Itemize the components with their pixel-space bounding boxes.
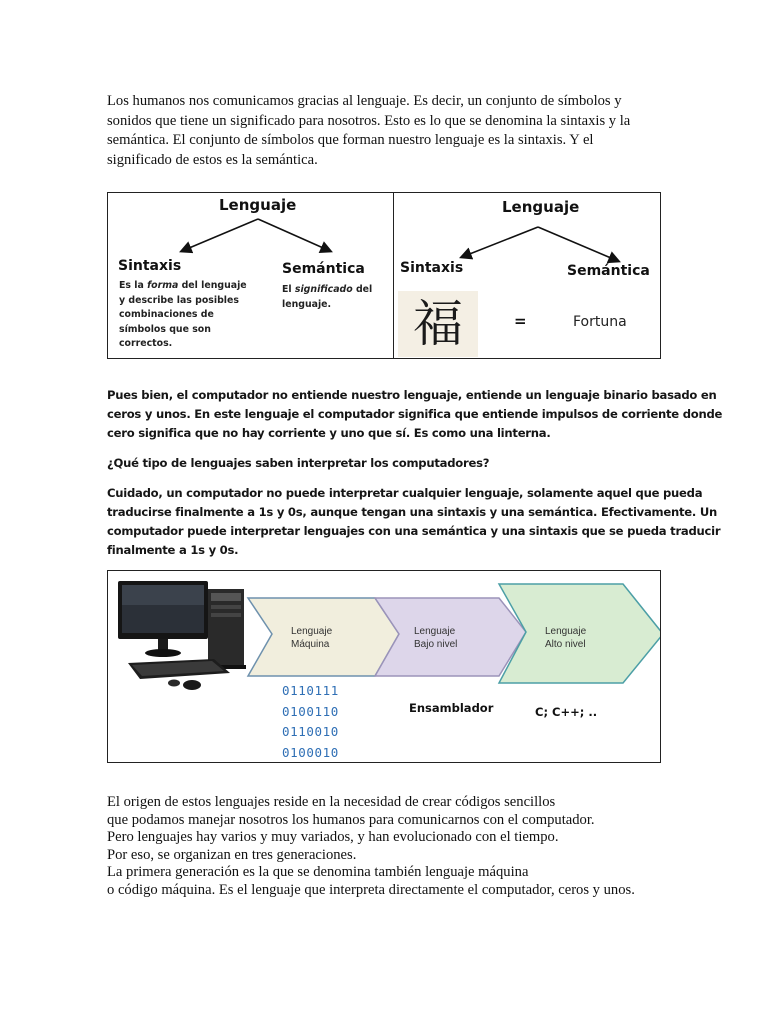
closing-paragraph <box>107 794 667 900</box>
paragraph-line: computador puede interpretar lenguajes con una semántica y una sintaxis que se pueda traducir <box>107 524 721 538</box>
paragraph-line: Pues bien, el computador no entiende nuestro lenguaje, entiende un lenguaje binario basado en <box>107 388 717 402</box>
closing-line: Por eso, se organizan en tres generaciones. <box>107 846 357 863</box>
level-label-line: Máquina <box>291 639 330 650</box>
right-semantica-label: Semántica <box>567 263 650 279</box>
emphasis-word: significado <box>294 284 353 295</box>
description-line: El significado del <box>282 284 373 295</box>
closing-line: El origen de estos lenguajes reside en la necesidad de crear códigos sencillos <box>107 794 556 810</box>
paragraph-line: cero significa que no hay corriente y uno que sí. Es como una linterna. <box>107 426 551 440</box>
left-branch-arrows <box>168 217 348 257</box>
description-line: combinaciones de <box>119 309 214 320</box>
question-text: ¿Qué tipo de lenguajes saben interpretar los computadores? <box>107 456 490 470</box>
binary-line: 0100010 <box>282 744 339 760</box>
right-lenguaje-title: Lenguaje <box>502 198 580 216</box>
description-line: lenguaje. <box>282 298 332 310</box>
intro-paragraph <box>107 92 667 170</box>
level-label-bajo-nivel <box>414 625 457 651</box>
chinese-character-image <box>398 291 478 357</box>
closing-line: o código máquina. Es el lenguaje que interpreta directamente el computador, ceros y unos. <box>107 881 635 898</box>
description-line: y describe las posibles <box>119 294 239 306</box>
description-line: correctos. <box>119 338 173 349</box>
level-label-line: Lenguaje <box>291 626 333 637</box>
paragraph-line: traducirse finalmente a 1s y 0s, aunque tengan una sintaxis y una semántica. Efectivamente. Un <box>107 505 718 519</box>
language-levels-diagram <box>107 570 661 763</box>
paragraph-line: Cuidado, un computador no puede interpretar cualquier lenguaje, solamente aquel que pueda <box>107 486 703 500</box>
level-label-alto-nivel <box>545 625 586 651</box>
equals-sign: = <box>514 312 527 330</box>
paragraph-line: finalmente a 1s y 0s. <box>107 543 239 557</box>
language-syntax-semantics-diagram <box>107 192 661 359</box>
intro-line: sonidos que tiene un significado para nosotros. Esto es lo que se denomina la sintaxis y la <box>107 112 631 129</box>
emphasis-word: forma <box>147 280 179 291</box>
sintaxis-description <box>119 279 247 352</box>
level-label-line: Lenguaje <box>545 626 587 637</box>
right-sintaxis-label: Sintaxis <box>400 260 464 276</box>
intro-line: semántica. El conjunto de símbolos que forman nuestro lenguaje es la sintaxis. Y el <box>107 132 594 148</box>
language-level-chevrons <box>108 571 661 763</box>
left-semantica-label: Semántica <box>282 261 365 277</box>
level-label-maquina <box>291 625 332 651</box>
right-branch-arrows <box>448 223 628 263</box>
interpretation-paragraph <box>107 484 721 560</box>
closing-line: Pero lenguajes hay varios y muy variados, y han evolucionado con el tiempo. <box>107 829 559 846</box>
diagram-divider <box>393 193 394 358</box>
binary-line: 0110010 <box>282 724 339 739</box>
paragraph-line: ceros y unos. En este lenguaje el computador significa que entiende impulsos de corriente donde <box>107 407 723 421</box>
intro-line: Los humanos nos comunicamos gracias al lenguaje. Es decir, un conjunto de símbolos y <box>107 93 622 109</box>
level-label-line: Bajo nivel <box>414 639 458 650</box>
left-sintaxis-label: Sintaxis <box>118 258 182 274</box>
binary-code-sample <box>282 681 339 763</box>
closing-line: que podamos manejar nosotros los humanos para comunicarnos con el computador. <box>107 811 595 828</box>
description-line: Es la forma del lenguaje <box>119 280 247 291</box>
ensamblador-label: Ensamblador <box>409 701 494 715</box>
fortuna-meaning: Fortuna <box>573 314 627 330</box>
high-level-examples: C; C++; .. <box>535 705 598 719</box>
description-line: símbolos que son <box>119 323 211 335</box>
binary-line: 0100110 <box>282 703 339 719</box>
closing-line: La primera generación es la que se denomina también lenguaje máquina <box>107 864 529 881</box>
level-label-line: Alto nivel <box>545 639 586 650</box>
binary-explanation-paragraph <box>107 386 723 443</box>
semantica-description <box>282 283 372 312</box>
chinese-character: 福 <box>413 295 463 353</box>
left-lenguaje-title: Lenguaje <box>219 196 297 214</box>
binary-line: 0110111 <box>282 683 339 698</box>
intro-line: significado de estos es la semántica. <box>107 151 318 168</box>
question-heading <box>107 454 667 473</box>
level-label-line: Lenguaje <box>414 626 456 637</box>
